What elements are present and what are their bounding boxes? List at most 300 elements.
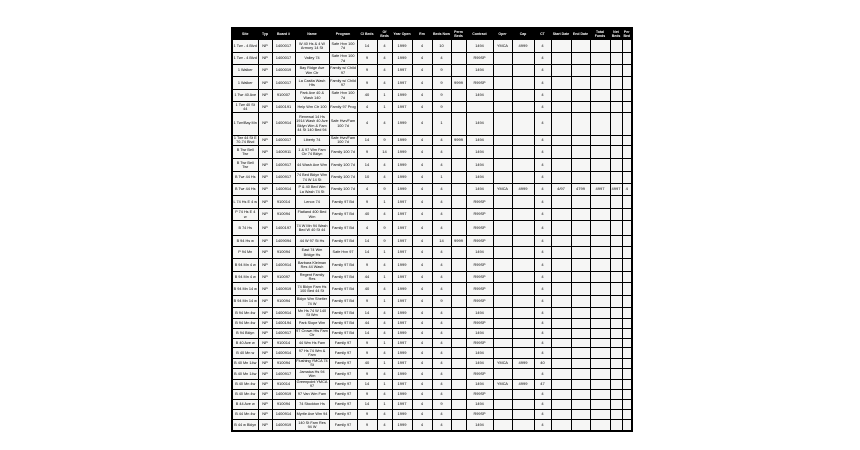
table-cell: NP <box>258 102 272 113</box>
header-cell-18: Net Beds <box>611 29 621 38</box>
table-cell: 4 <box>534 296 551 308</box>
table-cell <box>551 420 571 431</box>
table-cell: 1999 <box>392 328 412 339</box>
table-cell <box>590 90 610 102</box>
table-row <box>232 379 632 390</box>
table-cell: 1999 <box>392 369 412 380</box>
table-cell: NP <box>258 90 272 102</box>
table-row <box>232 112 632 135</box>
table-cell: 4 <box>412 221 432 236</box>
table-cell <box>493 77 512 90</box>
header-cell-17: Total Funds <box>590 28 610 40</box>
table-cell: 4799 <box>571 184 590 196</box>
table-cell: 9 <box>377 236 392 247</box>
table-cell <box>551 318 571 328</box>
table-cell: 4 <box>534 209 551 221</box>
table-cell: 9 <box>357 196 377 209</box>
table-cell: 1997 <box>392 400 412 410</box>
table-cell <box>610 318 622 328</box>
header-cell-12: Oper <box>493 28 512 40</box>
table-cell <box>622 272 632 283</box>
table-cell: 910094 <box>272 296 295 308</box>
table-cell: 1400914 <box>272 112 295 135</box>
table-cell: R99SP <box>466 53 493 65</box>
table-cell <box>610 308 622 319</box>
table-cell: 1 <box>377 400 392 410</box>
table-cell: 9999 <box>451 77 466 90</box>
table-cell: 4 <box>377 420 392 431</box>
table-cell <box>571 172 590 184</box>
table-cell: 9 <box>357 259 377 272</box>
table-cell: Family 97 Bd <box>329 259 357 272</box>
table-cell: 1 Walker <box>232 65 258 77</box>
table-cell: 44 Wm Hs Fam <box>295 339 329 348</box>
table-cell <box>571 410 590 420</box>
table-cell: 9 <box>377 184 392 196</box>
table-cell: 9 <box>432 400 451 410</box>
table-cell: 1494 <box>466 40 493 53</box>
table-cell: 1494 <box>466 90 493 102</box>
table-row <box>232 339 632 348</box>
table-cell <box>493 65 512 77</box>
table-cell: Safe Hvn 97 <box>329 247 357 259</box>
table-cell <box>571 247 590 259</box>
table-cell <box>590 358 610 369</box>
table-cell: B Twr Bell Twr <box>232 146 258 159</box>
table-cell: 1494 <box>466 328 493 339</box>
table-cell: 1997 <box>392 236 412 247</box>
table-cell <box>610 146 622 159</box>
table-cell <box>590 40 610 53</box>
table-row <box>232 420 632 431</box>
header-cell-0: Site <box>232 28 258 40</box>
table-cell <box>571 209 590 221</box>
table-cell: 1999 <box>392 112 412 135</box>
table-cell <box>610 283 622 296</box>
table-cell <box>493 159 512 172</box>
table-cell <box>610 196 622 209</box>
table-cell <box>622 112 632 135</box>
table-cell <box>622 196 632 209</box>
table-row <box>232 40 632 53</box>
table-cell <box>590 400 610 410</box>
table-cell: 910014 <box>272 196 295 209</box>
table-cell <box>571 53 590 65</box>
table-cell: B 94 Mn 4 w <box>232 259 258 272</box>
table-cell: 4 <box>534 283 551 296</box>
table-cell: 4 <box>432 420 451 431</box>
table-cell <box>571 339 590 348</box>
table-cell <box>622 283 632 296</box>
table-cell: 4 <box>432 135 451 146</box>
table-cell: 1400914 <box>272 410 295 420</box>
table-cell <box>512 318 534 328</box>
table-cell: P 74 Hs E 4 w <box>232 209 258 221</box>
table-cell <box>493 135 512 146</box>
table-cell: B Twr Bell Twr <box>232 159 258 172</box>
table-cell: 910007 <box>272 90 295 102</box>
table-cell: B 94 Mn 4w <box>232 308 258 319</box>
table-cell: 1400191 <box>272 102 295 113</box>
table-cell <box>493 410 512 420</box>
table-cell: NP <box>258 308 272 319</box>
table-cell <box>512 135 534 146</box>
table-cell <box>590 146 610 159</box>
table-cell: 910094 <box>272 358 295 369</box>
table-cell: 4 <box>412 53 432 65</box>
table-cell: R99SP <box>466 221 493 236</box>
header-cell-19: Per Bed <box>623 29 631 38</box>
table-cell: 1 Twr/Bay Mn <box>232 112 258 135</box>
table-cell <box>551 379 571 390</box>
table-cell: 4 <box>412 400 432 410</box>
table-cell <box>451 159 466 172</box>
table-cell <box>571 65 590 77</box>
table-cell <box>493 146 512 159</box>
table-cell <box>590 308 610 319</box>
table-cell <box>493 420 512 431</box>
table-cell: 4 <box>432 283 451 296</box>
table-cell <box>451 90 466 102</box>
table-cell <box>610 390 622 400</box>
table-cell <box>451 272 466 283</box>
table-cell <box>622 65 632 77</box>
table-row <box>232 318 632 328</box>
table-cell: Valley 74 <box>295 53 329 65</box>
table-cell: 1494 <box>466 172 493 184</box>
table-cell <box>590 236 610 247</box>
table-row <box>232 77 632 90</box>
table-cell: NP <box>258 77 272 90</box>
table-cell <box>622 247 632 259</box>
table-cell <box>610 272 622 283</box>
table-cell <box>622 296 632 308</box>
table-cell: 4 <box>412 420 432 431</box>
table-cell <box>512 296 534 308</box>
table-cell <box>571 102 590 113</box>
table-cell <box>610 135 622 146</box>
table-cell <box>590 53 610 65</box>
table-cell <box>551 159 571 172</box>
table-cell: NP <box>258 236 272 247</box>
table-cell: 4 <box>412 236 432 247</box>
table-cell: NP <box>258 221 272 236</box>
table-cell: Family 97 <box>329 348 357 359</box>
table-cell: 14 <box>357 400 377 410</box>
table-cell <box>512 420 534 431</box>
table-cell <box>551 236 571 247</box>
table-cell: 4 <box>534 328 551 339</box>
table-cell <box>512 53 534 65</box>
table-cell: 9 <box>357 339 377 348</box>
table-cell: Safe Hvn 100 7d <box>329 53 357 65</box>
table-cell: 4 <box>432 348 451 359</box>
table-cell: 1 Twr 40 St 44 <box>232 102 258 113</box>
table-cell <box>512 247 534 259</box>
table-cell: 910094 <box>272 247 295 259</box>
table-cell: NP <box>258 283 272 296</box>
table-cell: Greenpoint YMCA 97 <box>296 380 328 389</box>
table-cell: Park Ave 40 & Wash 140 <box>295 90 329 102</box>
table-cell <box>512 221 534 236</box>
table-cell <box>512 308 534 319</box>
table-cell: 4 <box>534 112 551 135</box>
table-cell: 910094 <box>272 400 295 410</box>
table-cell <box>493 328 512 339</box>
table-cell: 910097 <box>272 272 295 283</box>
table-cell: Family 97 <box>329 390 357 400</box>
table-cell <box>551 272 571 283</box>
table-cell <box>571 90 590 102</box>
table-cell: 1997 <box>392 247 412 259</box>
table-cell: 4 <box>377 53 392 65</box>
header-cell-16: End Date <box>571 28 590 40</box>
table-cell: 14 <box>357 247 377 259</box>
table-cell: 14 <box>357 379 377 390</box>
table-cell: 4 <box>412 358 432 369</box>
table-row <box>232 283 632 296</box>
table-cell: 4 <box>412 328 432 339</box>
table-cell <box>512 328 534 339</box>
table-cell: 140 St Fam Res 94 W <box>295 420 329 431</box>
table-cell <box>551 339 571 348</box>
table-cell: Family 97 Bd <box>329 328 357 339</box>
header-cell-9: Beds Now <box>432 28 451 40</box>
table-cell: 1999 <box>392 53 412 65</box>
table-row <box>232 102 632 113</box>
table-row <box>232 296 632 308</box>
table-cell: NP <box>258 390 272 400</box>
table-cell <box>571 308 590 319</box>
table-cell: B 94 Bklyn <box>232 328 258 339</box>
table-cell <box>512 172 534 184</box>
table-row <box>232 410 632 420</box>
table-cell <box>493 318 512 328</box>
table-cell: Help Wm Ctr 100 <box>295 102 329 113</box>
header-cell-10: Perm Beds <box>451 28 466 40</box>
table-cell: 14 <box>432 236 451 247</box>
table-cell: 4 <box>534 102 551 113</box>
table-cell: 1999 <box>392 40 412 53</box>
table-cell: 4 <box>432 209 451 221</box>
table-cell <box>590 135 610 146</box>
table-cell: 1997 <box>392 77 412 90</box>
table-cell: YMCA <box>493 40 512 53</box>
table-cell: 74 Bed Bklyn Wm 74 W 14 St <box>296 173 328 182</box>
table-cell: 1 <box>432 112 451 135</box>
table-cell: 4 <box>412 184 432 196</box>
table-cell: 1997 <box>392 296 412 308</box>
table-cell: 9 <box>432 65 451 77</box>
table-cell: 4 <box>412 196 432 209</box>
table-cell <box>571 328 590 339</box>
table-cell: 1 & 97 Wm Fam Ctr 74 Bklyn <box>295 146 329 159</box>
table-cell: 1400197 <box>272 221 295 236</box>
table-cell: YMCA <box>493 358 512 369</box>
table-cell: Family 97 Bd <box>329 283 357 296</box>
table-cell: 4 <box>534 172 551 184</box>
table-cell: 4 <box>412 390 432 400</box>
table-cell: 1997 <box>392 379 412 390</box>
table-cell: 1 Twr 44 St E 70-74 Blvd <box>233 136 257 145</box>
table-cell <box>590 65 610 77</box>
table-cell: 1 Walker <box>232 77 258 90</box>
table-cell: Safe Hvn/Fam 100 7d <box>330 136 356 145</box>
table-cell <box>610 112 622 135</box>
table-cell: 4 <box>377 209 392 221</box>
table-cell: 4 <box>622 184 632 196</box>
table-cell: 4 <box>377 283 392 296</box>
table-cell: 14 <box>357 236 377 247</box>
table-cell <box>451 283 466 296</box>
table-cell: 4 <box>432 369 451 380</box>
table-cell: Family 97 Bd <box>329 209 357 221</box>
table-cell: NP <box>258 184 272 196</box>
table-cell: 4 <box>432 196 451 209</box>
table-cell: NP <box>258 339 272 348</box>
table-cell: R99SP <box>466 259 493 272</box>
table-cell: 1400919 <box>272 283 295 296</box>
table-cell: 1997 <box>392 318 412 328</box>
table-cell <box>512 65 534 77</box>
table-cell: 4 <box>412 40 432 53</box>
table-cell: 1 <box>377 296 392 308</box>
table-cell: R99SP <box>466 272 493 283</box>
table-cell <box>590 420 610 431</box>
table-cell <box>571 379 590 390</box>
table-cell <box>512 209 534 221</box>
table-cell: 4 <box>534 339 551 348</box>
table-cell <box>451 410 466 420</box>
table-cell: Bay Ridge Ave Wm Ctr <box>295 65 329 77</box>
table-cell: 4 <box>412 146 432 159</box>
table-cell <box>590 328 610 339</box>
table-cell: Park Slope Wm <box>295 318 329 328</box>
table-cell: NP <box>258 172 272 184</box>
table-cell <box>590 259 610 272</box>
table-cell <box>571 358 590 369</box>
table-cell: 1999 <box>392 146 412 159</box>
table-cell <box>610 358 622 369</box>
table-cell <box>622 146 632 159</box>
table-cell <box>610 348 622 359</box>
table-cell <box>512 400 534 410</box>
table-cell: 1999 <box>392 172 412 184</box>
table-cell: 1 <box>377 339 392 348</box>
table-body <box>232 40 632 431</box>
table-cell: 1494 <box>466 379 493 390</box>
table-cell: R99SP <box>466 283 493 296</box>
table-cell <box>610 40 622 53</box>
table-cell: 1997 <box>392 272 412 283</box>
table-cell <box>571 420 590 431</box>
table-cell <box>610 328 622 339</box>
table-cell <box>590 318 610 328</box>
table-cell <box>610 90 622 102</box>
table-cell: 4 <box>412 318 432 328</box>
table-cell: 4 <box>377 410 392 420</box>
table-cell: Family 97 Bd <box>329 308 357 319</box>
table-cell <box>451 369 466 380</box>
table-cell: NP <box>258 146 272 159</box>
table-cell <box>512 159 534 172</box>
table-cell: B 94 Mn 14 w <box>232 296 258 308</box>
header-cell-4: Program <box>329 28 357 40</box>
table-cell: 44 <box>357 318 377 328</box>
header-cell-14: CT <box>534 28 551 40</box>
table-cell <box>493 112 512 135</box>
table-cell: 4 <box>412 308 432 319</box>
header-cell-8: Rm <box>412 28 432 40</box>
table-cell: 4 <box>534 272 551 283</box>
table-cell: Family 97 Bd <box>329 272 357 283</box>
table-cell <box>493 390 512 400</box>
table-cell: 4 <box>534 390 551 400</box>
table-cell: 4 <box>432 318 451 328</box>
table-cell: R99SP <box>466 77 493 90</box>
table-cell <box>451 379 466 390</box>
table-cell: 4 <box>412 272 432 283</box>
table-cell: 1409094 <box>272 236 295 247</box>
table-cell: 9 <box>432 102 451 113</box>
table-cell <box>610 172 622 184</box>
table-cell: 40 <box>357 90 377 102</box>
table-cell <box>512 390 534 400</box>
table-cell: B 94 Mn 4w <box>232 318 258 328</box>
table-cell: 4 <box>377 159 392 172</box>
table-row <box>232 209 632 221</box>
table-cell: NP <box>258 358 272 369</box>
table-cell <box>551 53 571 65</box>
table-cell <box>571 135 590 146</box>
table-cell: 4 <box>412 339 432 348</box>
table-cell <box>622 379 632 390</box>
table-cell <box>551 247 571 259</box>
table-cell: Family 100 7d <box>329 184 357 196</box>
table-cell: 1494 <box>466 348 493 359</box>
table-cell: 4 <box>412 379 432 390</box>
table-cell: 1 <box>377 379 392 390</box>
table-row <box>232 259 632 272</box>
table-cell: 74 Stockton Hs <box>295 400 329 410</box>
table-cell: 1997 <box>392 196 412 209</box>
table-cell: Family 97 Bd <box>329 221 357 236</box>
table-cell <box>622 328 632 339</box>
table-cell: 1400914 <box>272 259 295 272</box>
table-cell: 4 <box>377 348 392 359</box>
table-cell: 4 <box>412 348 432 359</box>
table-cell: NP <box>258 53 272 65</box>
table-cell: 1999 <box>392 348 412 359</box>
table-cell: 1400911 <box>272 146 295 159</box>
table-cell <box>493 259 512 272</box>
table-cell: Liberty 74 <box>295 135 329 146</box>
table-cell: 4 <box>534 400 551 410</box>
table-cell: 4 <box>357 221 377 236</box>
table-cell <box>451 209 466 221</box>
table-cell: 4 <box>534 65 551 77</box>
table-cell: NP <box>258 159 272 172</box>
table-cell <box>610 369 622 380</box>
table-cell: 9 <box>357 420 377 431</box>
table-cell <box>590 296 610 308</box>
table-cell <box>551 328 571 339</box>
table-cell: Barbara Kleiman Res 44 Wash <box>295 259 329 272</box>
table-cell: 9 <box>357 348 377 359</box>
table-cell: NP <box>258 379 272 390</box>
table-cell: 1 <box>377 272 392 283</box>
table-cell <box>493 221 512 236</box>
